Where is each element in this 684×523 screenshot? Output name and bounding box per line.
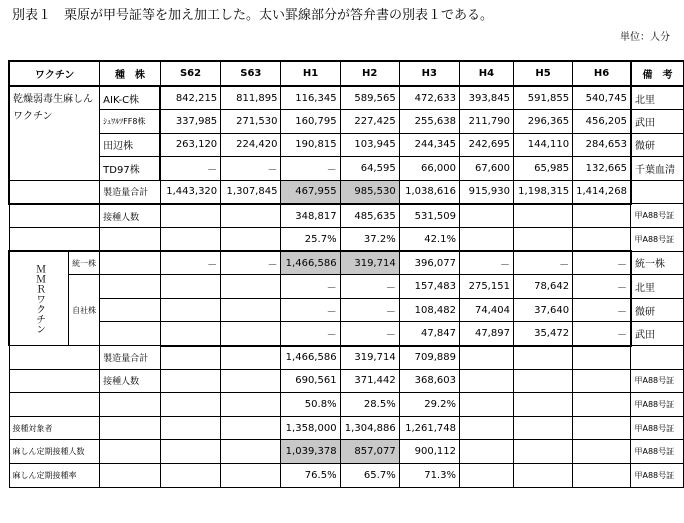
value-cell: － bbox=[160, 157, 220, 181]
value-cell bbox=[160, 275, 220, 299]
value-cell bbox=[459, 416, 513, 440]
header-vaccine: ワクチン bbox=[9, 61, 100, 86]
value-cell: 47,897 bbox=[459, 322, 513, 346]
value-cell bbox=[573, 464, 631, 488]
note-cell: 武田 bbox=[631, 110, 684, 134]
value-cell: 35,472 bbox=[513, 322, 572, 346]
note-cell bbox=[631, 180, 684, 204]
value-cell: － bbox=[459, 251, 513, 275]
header-year: H2 bbox=[340, 61, 399, 86]
value-cell: 227,425 bbox=[340, 110, 399, 134]
header-row bbox=[9, 61, 684, 86]
value-cell: 1,358,000 bbox=[281, 416, 340, 440]
value-cell: 224,420 bbox=[221, 133, 281, 157]
value-cell: 28.5% bbox=[340, 393, 399, 417]
value-cell: － bbox=[340, 275, 399, 299]
value-cell: － bbox=[573, 251, 631, 275]
value-cell bbox=[573, 369, 631, 393]
table-row bbox=[9, 393, 684, 417]
value-cell bbox=[221, 369, 281, 393]
row-label bbox=[100, 393, 161, 417]
value-cell: 74,404 bbox=[459, 298, 513, 322]
blank-cell bbox=[100, 275, 161, 299]
value-cell: 1,039,378 bbox=[281, 440, 340, 464]
value-cell: 456,205 bbox=[573, 110, 631, 134]
value-cell: 132,665 bbox=[573, 157, 631, 181]
value-cell: 76.5% bbox=[281, 464, 340, 488]
value-cell: 396,077 bbox=[399, 251, 459, 275]
value-cell: 857,077 bbox=[340, 440, 399, 464]
blank-cell bbox=[100, 440, 161, 464]
value-cell: 42.1% bbox=[399, 228, 459, 252]
value-cell: 25.7% bbox=[281, 228, 340, 252]
value-cell: 709,889 bbox=[399, 346, 459, 370]
value-cell bbox=[573, 228, 631, 252]
value-cell bbox=[459, 369, 513, 393]
value-cell bbox=[160, 346, 220, 370]
value-cell bbox=[160, 298, 220, 322]
value-cell bbox=[513, 464, 572, 488]
table-row bbox=[9, 346, 684, 370]
value-cell bbox=[513, 228, 572, 252]
value-cell: 1,304,886 bbox=[340, 416, 399, 440]
header-year: H1 bbox=[281, 61, 340, 86]
document-caption: 別表１ 栗原が甲号証等を加え加工した。太い罫線部分が答弁書の別表１である。 bbox=[12, 8, 494, 23]
header-year: S62 bbox=[160, 61, 220, 86]
value-cell: 1,414,268 bbox=[573, 180, 631, 204]
group-label-mmr: ＭＭＲワクチン bbox=[9, 251, 69, 345]
value-cell: 1,038,616 bbox=[399, 180, 459, 204]
table-row bbox=[9, 440, 684, 464]
value-cell bbox=[459, 228, 513, 252]
note-cell: 甲A88号証 bbox=[631, 393, 684, 417]
value-cell: 37.2% bbox=[340, 228, 399, 252]
value-cell: 64,595 bbox=[340, 157, 399, 181]
note-cell: 微研 bbox=[631, 133, 684, 157]
value-cell bbox=[221, 204, 281, 228]
value-cell: 263,120 bbox=[160, 133, 220, 157]
value-cell bbox=[160, 416, 220, 440]
table-row bbox=[9, 157, 684, 181]
note-cell: 微研 bbox=[631, 298, 684, 322]
table-row bbox=[9, 251, 684, 275]
value-cell bbox=[160, 440, 220, 464]
value-cell bbox=[221, 464, 281, 488]
blank-cell bbox=[100, 251, 161, 275]
value-cell: 591,855 bbox=[513, 86, 572, 110]
value-cell: 242,695 bbox=[459, 133, 513, 157]
value-cell: 393,845 bbox=[459, 86, 513, 110]
value-cell bbox=[573, 346, 631, 370]
value-cell: 589,565 bbox=[340, 86, 399, 110]
blank-cell bbox=[9, 393, 100, 417]
strain-cell: AIK-C株 bbox=[100, 86, 161, 110]
value-cell: 67,600 bbox=[459, 157, 513, 181]
value-cell: － bbox=[281, 157, 340, 181]
table-row bbox=[9, 464, 684, 488]
value-cell: － bbox=[221, 157, 281, 181]
value-cell: 900,112 bbox=[399, 440, 459, 464]
note-cell: 北里 bbox=[631, 275, 684, 299]
note-cell: 甲A88号証 bbox=[631, 369, 684, 393]
row-label: 統一株 bbox=[69, 251, 100, 275]
group-label-own-strain: 自社株 bbox=[69, 275, 100, 346]
blank-cell bbox=[9, 346, 100, 370]
value-cell: 211,790 bbox=[459, 110, 513, 134]
value-cell: － bbox=[573, 275, 631, 299]
value-cell: 271,530 bbox=[221, 110, 281, 134]
header-year: H6 bbox=[573, 61, 631, 86]
row-label: 製造量合計 bbox=[100, 346, 161, 370]
value-cell: 78,642 bbox=[513, 275, 572, 299]
value-cell bbox=[513, 416, 572, 440]
strain-cell: TD97株 bbox=[100, 157, 161, 181]
value-cell: 244,345 bbox=[399, 133, 459, 157]
value-cell: 472,633 bbox=[399, 86, 459, 110]
value-cell bbox=[513, 346, 572, 370]
row-label bbox=[100, 228, 161, 252]
value-cell: － bbox=[573, 322, 631, 346]
table-row bbox=[9, 369, 684, 393]
value-cell: 275,151 bbox=[459, 275, 513, 299]
value-cell bbox=[573, 204, 631, 228]
value-cell bbox=[513, 440, 572, 464]
value-cell: － bbox=[281, 298, 340, 322]
value-cell: 50.8% bbox=[281, 393, 340, 417]
value-cell bbox=[160, 393, 220, 417]
header-year: H3 bbox=[399, 61, 459, 86]
value-cell: 296,365 bbox=[513, 110, 572, 134]
strain-cell: ｼｭﾜﾙﾂFF8株 bbox=[100, 110, 161, 134]
note-cell bbox=[631, 346, 684, 370]
blank-cell bbox=[100, 322, 161, 346]
blank-cell bbox=[100, 298, 161, 322]
value-cell: 1,261,748 bbox=[399, 416, 459, 440]
value-cell bbox=[221, 275, 281, 299]
value-cell: 47,847 bbox=[399, 322, 459, 346]
value-cell: 284,653 bbox=[573, 133, 631, 157]
note-cell: 甲A88号証 bbox=[631, 464, 684, 488]
row-label: 製造量合計 bbox=[100, 180, 161, 204]
value-cell: － bbox=[221, 251, 281, 275]
value-cell bbox=[573, 440, 631, 464]
row-label: 接種人数 bbox=[100, 204, 161, 228]
value-cell bbox=[160, 322, 220, 346]
value-cell: 1,198,315 bbox=[513, 180, 572, 204]
value-cell bbox=[160, 204, 220, 228]
value-cell bbox=[221, 393, 281, 417]
value-cell: 255,638 bbox=[399, 110, 459, 134]
note-cell: 甲A88号証 bbox=[631, 204, 684, 228]
value-cell: 368,603 bbox=[399, 369, 459, 393]
value-cell bbox=[160, 369, 220, 393]
header-year: H4 bbox=[459, 61, 513, 86]
value-cell: 915,930 bbox=[459, 180, 513, 204]
row-label: 接種対象者 bbox=[9, 416, 100, 440]
value-cell bbox=[221, 298, 281, 322]
header-kind: 種 株 bbox=[100, 61, 161, 86]
table-row bbox=[9, 322, 684, 346]
value-cell: 65.7% bbox=[340, 464, 399, 488]
value-cell: 66,000 bbox=[399, 157, 459, 181]
value-cell bbox=[221, 440, 281, 464]
header-note: 備 考 bbox=[631, 61, 684, 86]
value-cell: 71.3% bbox=[399, 464, 459, 488]
value-cell: 116,345 bbox=[281, 86, 340, 110]
value-cell: 144,110 bbox=[513, 133, 572, 157]
row-label: 麻しん定期接種人数 bbox=[9, 440, 100, 464]
value-cell: 157,483 bbox=[399, 275, 459, 299]
note-cell: 北里 bbox=[631, 86, 684, 110]
table-row bbox=[9, 298, 684, 322]
value-cell bbox=[513, 204, 572, 228]
value-cell: 540,745 bbox=[573, 86, 631, 110]
value-cell: 29.2% bbox=[399, 393, 459, 417]
value-cell: 319,714 bbox=[340, 251, 399, 275]
value-cell: 485,635 bbox=[340, 204, 399, 228]
value-cell bbox=[459, 346, 513, 370]
note-cell: 甲A88号証 bbox=[631, 228, 684, 252]
table-row bbox=[9, 204, 684, 228]
value-cell bbox=[160, 228, 220, 252]
value-cell: － bbox=[281, 322, 340, 346]
value-cell: 371,442 bbox=[340, 369, 399, 393]
value-cell: 842,215 bbox=[160, 86, 220, 110]
header-year: S63 bbox=[221, 61, 281, 86]
value-cell: － bbox=[340, 322, 399, 346]
table-row bbox=[9, 110, 684, 134]
blank-cell bbox=[9, 204, 100, 228]
note-cell: 甲A88号証 bbox=[631, 440, 684, 464]
table-row bbox=[9, 416, 684, 440]
value-cell: － bbox=[281, 275, 340, 299]
note-cell: 甲A88号証 bbox=[631, 416, 684, 440]
value-cell bbox=[221, 322, 281, 346]
value-cell: 160,795 bbox=[281, 110, 340, 134]
value-cell bbox=[160, 464, 220, 488]
value-cell: 108,482 bbox=[399, 298, 459, 322]
value-cell: 1,466,586 bbox=[281, 346, 340, 370]
value-cell: 37,640 bbox=[513, 298, 572, 322]
value-cell bbox=[513, 369, 572, 393]
value-cell: 1,443,320 bbox=[160, 180, 220, 204]
table-row bbox=[9, 180, 684, 204]
strain-cell: 田辺株 bbox=[100, 133, 161, 157]
blank-cell bbox=[9, 228, 100, 252]
value-cell: 467,955 bbox=[281, 180, 340, 204]
vaccine-table bbox=[8, 60, 684, 488]
note-cell: 武田 bbox=[631, 322, 684, 346]
value-cell: 337,985 bbox=[160, 110, 220, 134]
blank-cell bbox=[9, 180, 100, 204]
value-cell bbox=[573, 393, 631, 417]
value-cell: 348,817 bbox=[281, 204, 340, 228]
value-cell: － bbox=[573, 298, 631, 322]
value-cell bbox=[459, 204, 513, 228]
value-cell: 103,945 bbox=[340, 133, 399, 157]
table-row bbox=[9, 275, 684, 299]
table-row bbox=[9, 133, 684, 157]
header-year: H5 bbox=[513, 61, 572, 86]
blank-cell bbox=[100, 464, 161, 488]
row-label: 接種人数 bbox=[100, 369, 161, 393]
value-cell bbox=[221, 228, 281, 252]
value-cell: 985,530 bbox=[340, 180, 399, 204]
value-cell: 531,509 bbox=[399, 204, 459, 228]
value-cell bbox=[221, 416, 281, 440]
group-label-measles: 乾燥弱毒生麻しんワクチン bbox=[9, 86, 100, 180]
value-cell: － bbox=[513, 251, 572, 275]
value-cell: 811,895 bbox=[221, 86, 281, 110]
value-cell bbox=[221, 346, 281, 370]
unit-label: 単位：人分 bbox=[620, 32, 670, 43]
value-cell: － bbox=[160, 251, 220, 275]
value-cell: － bbox=[340, 298, 399, 322]
value-cell bbox=[459, 440, 513, 464]
value-cell bbox=[459, 393, 513, 417]
value-cell: 690,561 bbox=[281, 369, 340, 393]
value-cell bbox=[573, 416, 631, 440]
value-cell: 1,307,845 bbox=[221, 180, 281, 204]
table-row bbox=[9, 228, 684, 252]
note-cell: 千葉血清 bbox=[631, 157, 684, 181]
value-cell: 1,466,586 bbox=[281, 251, 340, 275]
value-cell: 319,714 bbox=[340, 346, 399, 370]
value-cell bbox=[459, 464, 513, 488]
blank-cell bbox=[100, 416, 161, 440]
note-cell: 統一株 bbox=[631, 251, 684, 275]
row-label: 麻しん定期接種率 bbox=[9, 464, 100, 488]
value-cell: 190,815 bbox=[281, 133, 340, 157]
table-row bbox=[9, 86, 684, 110]
blank-cell bbox=[9, 369, 100, 393]
value-cell: 65,985 bbox=[513, 157, 572, 181]
value-cell bbox=[513, 393, 572, 417]
